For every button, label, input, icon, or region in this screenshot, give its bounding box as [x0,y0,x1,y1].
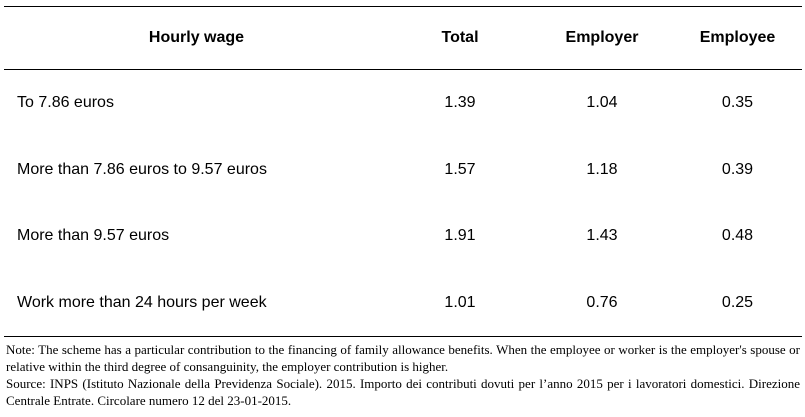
row-employee: 0.48 [721,227,754,245]
note-text: Note: The scheme has a particular contribution to the financing of family allowance benefits. When the employee or worker is the employer's spouse or relative within the third degree of consanguinity, the employer contribution is higher. [6,342,800,374]
row-employer: 1.04 [586,94,618,112]
row-total: 1.39 [444,94,476,112]
contribution-table [4,6,802,337]
table-row [4,270,802,337]
table-row [4,203,802,270]
header-employer: Employer [565,29,639,46]
table-row [4,137,802,204]
header-employee: Employee [699,29,776,46]
row-employer: 1.43 [586,227,618,245]
row-employee: 0.25 [721,293,754,311]
table-header-row [4,7,802,70]
row-wage-label: To 7.86 euros [17,94,114,112]
row-wage-label: More than 9.57 euros [17,227,170,245]
header-hourly-wage: Hourly wage [148,29,245,46]
table-footnote [6,341,800,409]
row-employer: 1.18 [586,160,618,178]
contribution-table-container [4,6,802,337]
row-wage-label: More than 7.86 euros to 9.57 euros [17,160,267,178]
table-row [4,70,802,137]
row-employer: 0.76 [586,293,618,311]
row-total: 1.91 [444,227,476,245]
row-employee: 0.39 [721,160,754,178]
row-wage-label: Work more than 24 hours per week [17,293,267,311]
header-total: Total [441,29,479,46]
source-text: Source: INPS (Istituto Nazionale della Previdenza Sociale). 2015. Importo dei contributi dovuti per l’anno 2015 per i lavoratori domestici. Direzione Centrale Entrate. Circolare numero 12 del 23-01-2015. [6,376,800,408]
row-employee: 0.35 [721,94,754,112]
row-total: 1.57 [444,160,476,178]
row-total: 1.01 [444,293,476,311]
